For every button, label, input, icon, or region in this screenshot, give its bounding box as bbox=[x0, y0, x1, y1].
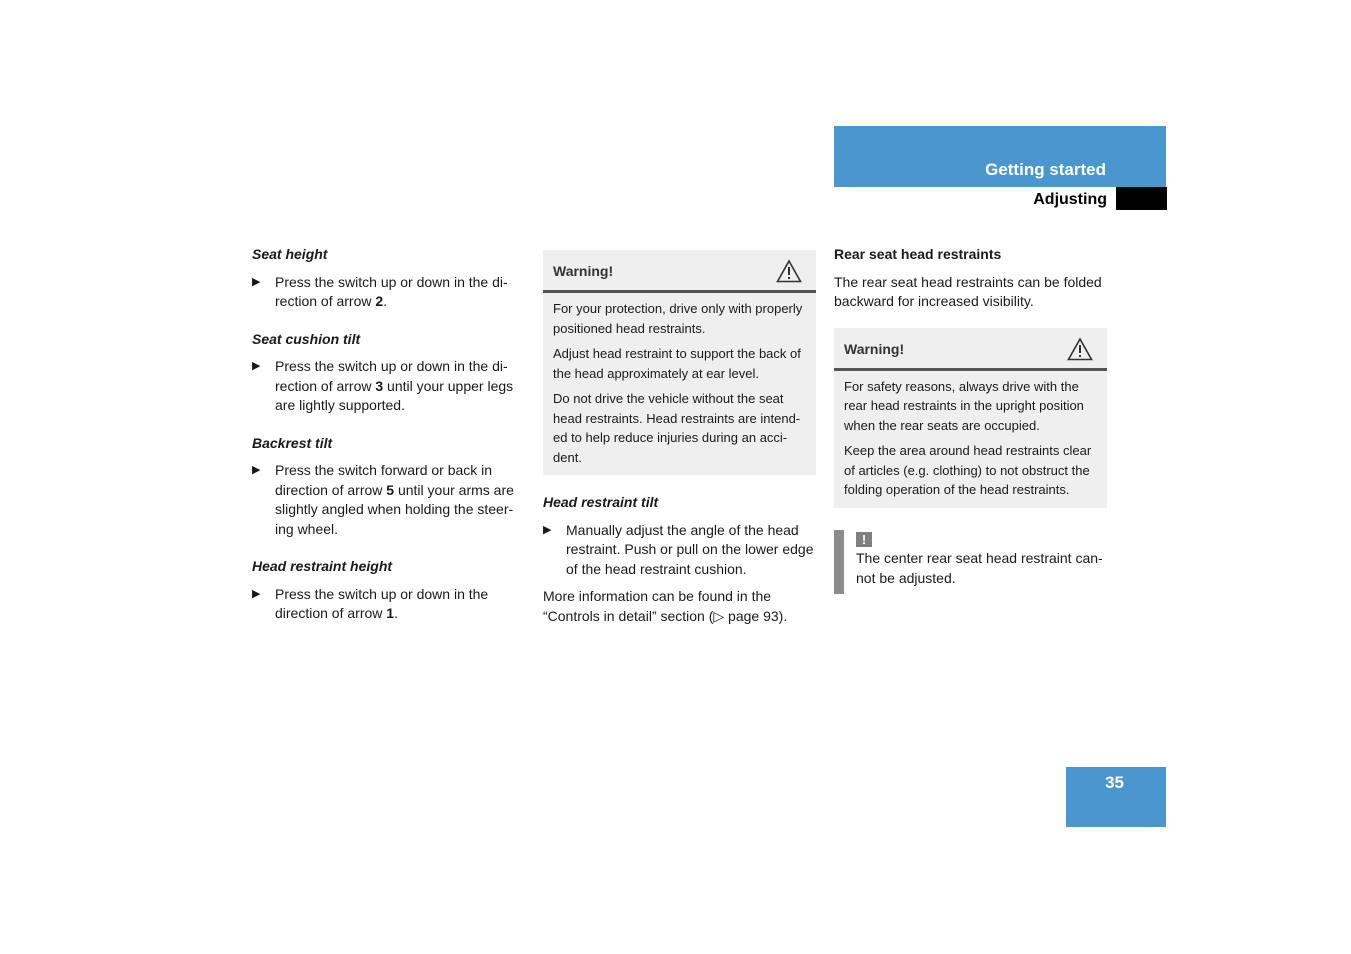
warning-text: Keep the area around head restraints clear of articles (e.g. clothing) to not obstruct the folding operation of the head restraints. bbox=[844, 443, 1092, 497]
intro-text: The rear seat head restraints can be folded backward for increased visibility. bbox=[834, 273, 1102, 309]
warning-triangle-icon bbox=[776, 259, 802, 283]
more-info-text: More information can be found in the “Controls in detail” section (▷ page 93). bbox=[543, 588, 788, 624]
heading-seat-cushion-tilt: Seat cushion tilt bbox=[252, 330, 361, 347]
warning-label: Warning! bbox=[844, 340, 905, 357]
warning-header bbox=[834, 328, 1107, 371]
heading-seat-height: Seat height bbox=[252, 246, 328, 262]
bullet-arrow-icon: ▶ bbox=[252, 587, 261, 600]
bullet-arrow-icon: ▶ bbox=[252, 360, 261, 372]
column-right bbox=[834, 245, 1107, 588]
section-header-bar bbox=[834, 126, 1166, 187]
bullet-arrow-icon: ▶ bbox=[252, 275, 261, 288]
warning-text: For your protection, drive only with properly positioned head restraints. bbox=[553, 301, 803, 336]
warning-text: Do not drive the vehicle without the seat head restraints. Head restraints are intend-ed to help reduce injuries during an acci-dent. bbox=[553, 391, 801, 465]
heading-rear-seat-head-restraints: Rear seat head restraints bbox=[834, 246, 1002, 262]
page-number: 35 bbox=[1105, 773, 1124, 792]
bullet-arrow-icon: ▶ bbox=[543, 523, 552, 536]
column-middle bbox=[543, 250, 816, 626]
step-head-restraint-height: ▶ Press the switch up or down in the direction of arrow 1. bbox=[252, 585, 489, 621]
step-backrest-tilt: ▶ Press the switch forward or back in direction of arrow 5 until your arms are slightly angled when holding the steer-ing wheel. bbox=[252, 462, 514, 537]
warning-box-rear-restraints bbox=[834, 328, 1107, 508]
note-text: The center rear seat head restraint can-not be adjusted. bbox=[856, 550, 1103, 586]
section-tab-marker bbox=[1116, 187, 1167, 210]
heading-head-restraint-tilt: Head restraint tilt bbox=[543, 494, 659, 510]
warning-body bbox=[834, 371, 1107, 508]
warning-text: For safety reasons, always drive with the rear head restraints in the upright position when the rear seats are occupied. bbox=[844, 378, 1084, 433]
heading-head-restraint-height: Head restraint height bbox=[252, 558, 393, 574]
subsection-title: Adjusting bbox=[1033, 191, 1107, 208]
warning-body bbox=[543, 293, 816, 475]
column-left bbox=[252, 245, 527, 624]
warning-box-head-restraints bbox=[543, 250, 816, 475]
warning-text: Adjust head restraint to support the back of the head approximately at ear level. bbox=[553, 346, 801, 381]
warning-triangle-icon bbox=[1067, 337, 1093, 361]
note-box bbox=[834, 530, 1107, 589]
warning-label: Warning! bbox=[553, 263, 614, 279]
section-title: Getting started bbox=[985, 160, 1106, 179]
step-head-restraint-tilt: ▶ Manually adjust the angle of the head restraint. Push or pull on the lower edge of the head restraint cushion. bbox=[543, 521, 814, 577]
page-number-box bbox=[1066, 767, 1166, 827]
step-seat-height: ▶ Press the switch up or down in the di- rection of arrow 2. bbox=[252, 273, 508, 309]
warning-header bbox=[543, 250, 816, 293]
step-seat-cushion-tilt: ▶ Press the switch up or down in the di- rection of arrow 3 until your upper legs are lightly supported. bbox=[252, 358, 514, 413]
heading-backrest-tilt: Backrest tilt bbox=[252, 434, 333, 451]
note-bar bbox=[834, 530, 844, 594]
bullet-arrow-icon: ▶ bbox=[252, 464, 261, 476]
exclamation-icon: ! bbox=[856, 532, 872, 547]
